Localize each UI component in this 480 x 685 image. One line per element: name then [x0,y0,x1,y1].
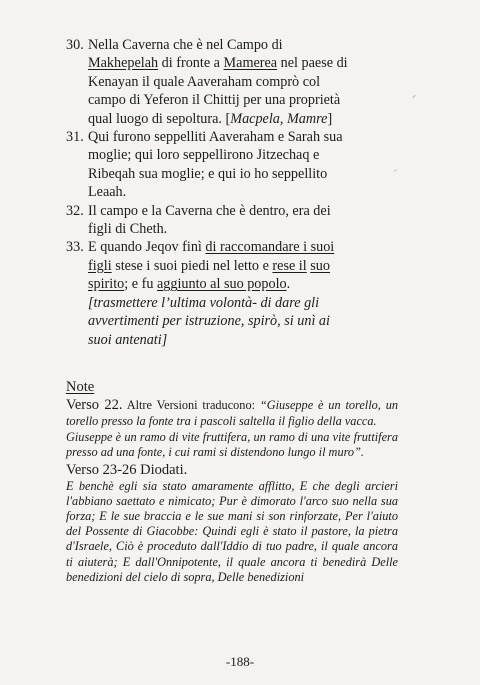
verse-line [88,91,406,109]
note-verse-22 [66,397,398,429]
verse-line [88,146,406,164]
note-reference: Verso 23-26 Diodati. [66,461,188,478]
underlined-phrase: Mamerea [223,55,278,72]
notes-section [66,378,398,585]
verse-line [88,165,406,183]
verse-gloss-line: avvertimenti per istruzione, spirò, si unì ai [88,313,330,330]
verse-33 [66,238,406,348]
verse-line [88,202,406,220]
verse-31 [66,128,406,202]
verse-text: nel paese di [277,55,348,72]
underlined-phrase: rese il [272,257,307,274]
verse-text: Nella Caverna che è nel Campo di [88,37,283,53]
verse-number: 31. [66,129,84,146]
scan-speck [412,95,416,98]
note-diodati-text: E benchè egli sia stato amaramente afflitto, E che degli arcieri l'abbiano saettato e nimicato; Pur è dimorato l'arco suo nella sua forza; E le sue braccia e le sue mani si son rinforzate, Per l'aiuto del Possente di Giacobbe: Quindi egli è stato il pastore, la pietra d'Israele, Ciò è proceduto dall'Iddio di tuo padre, il quale ancora ti aiuterà; E dall'Onnipotente, il quale ancora ti benedirà Delle benedizioni del cielo di sopra, Delle benedizioni [66,478,398,584]
verse-text: Kenayan il quale Aaveraham comprò col [88,73,321,90]
verse-text: stese i suoi piedi nel letto e [111,257,273,274]
note-quote: “Giuseppe è un torello, un torello presso la fonte tra i pascoli saltella il figlio della vacca. [66,398,398,428]
note-text: Altre Versioni traducono: [122,398,260,412]
verse-line [88,238,406,256]
underlined-phrase: figli [88,257,112,274]
verse-text: Il campo e la Caverna che è dentro, era dei [88,202,331,219]
verse-text: Ribeqah sua moglie; e qui io ho seppellito [88,165,328,182]
verse-line [88,36,406,54]
verse-line [88,128,406,146]
verse-number: 30. [66,37,84,53]
verse-line [88,257,406,275]
verse-text: Qui furono seppelliti Aaveraham e Sarah sua [88,129,343,146]
verse-text: figli di Cheth. [88,221,168,238]
verse-number: 32. [66,202,84,219]
verse-gloss-line: suoi antenati] [88,331,168,348]
verse-text: ; e fu [124,276,157,293]
verse-list [66,36,406,349]
verse-line [88,275,406,293]
verse-text: E quando Jeqov finì [88,239,206,256]
verse-text: campo di Yeferon il Chittij per una proprietà [88,92,341,109]
verse-line [88,73,406,91]
verse-line [88,54,406,72]
notes-title: Note [66,379,95,395]
verse-30 [66,36,406,128]
verse-line [88,110,406,128]
verse-text: di fronte a [158,55,224,72]
verse-gloss-line: [trasmettere l’ultima volontà- di dare gli [88,294,320,311]
verse-text: ] [327,110,333,127]
verse-line [88,220,406,238]
underlined-phrase: spirito [88,276,125,293]
verse-text: . [286,276,291,293]
verse-text: Leaah. [88,184,127,201]
italic-gloss: Macpela, Mamre [230,110,328,127]
verse-text: qual luogo di sepoltura. [ [88,110,231,127]
note-quote-continued: Giuseppe è un ramo di vite fruttifera, un ramo di una vite fruttifera presso ad una fonte, i cui rami si distendono lungo il muro”. [66,430,398,460]
underlined-phrase: aggiunto al suo popolo [156,276,287,293]
underlined-phrase: Makhepelah [88,55,159,72]
verse-32 [66,202,406,239]
verse-line [88,183,406,201]
verse-number: 33. [66,239,84,256]
verse-text: moglie; qui loro seppellirono Jitzechaq e [88,147,320,164]
underlined-phrase: di raccomandare i suoi [205,239,335,256]
underlined-phrase: suo [310,257,330,274]
page-number: -188- [225,654,255,669]
note-reference: Verso 22. [66,397,123,413]
